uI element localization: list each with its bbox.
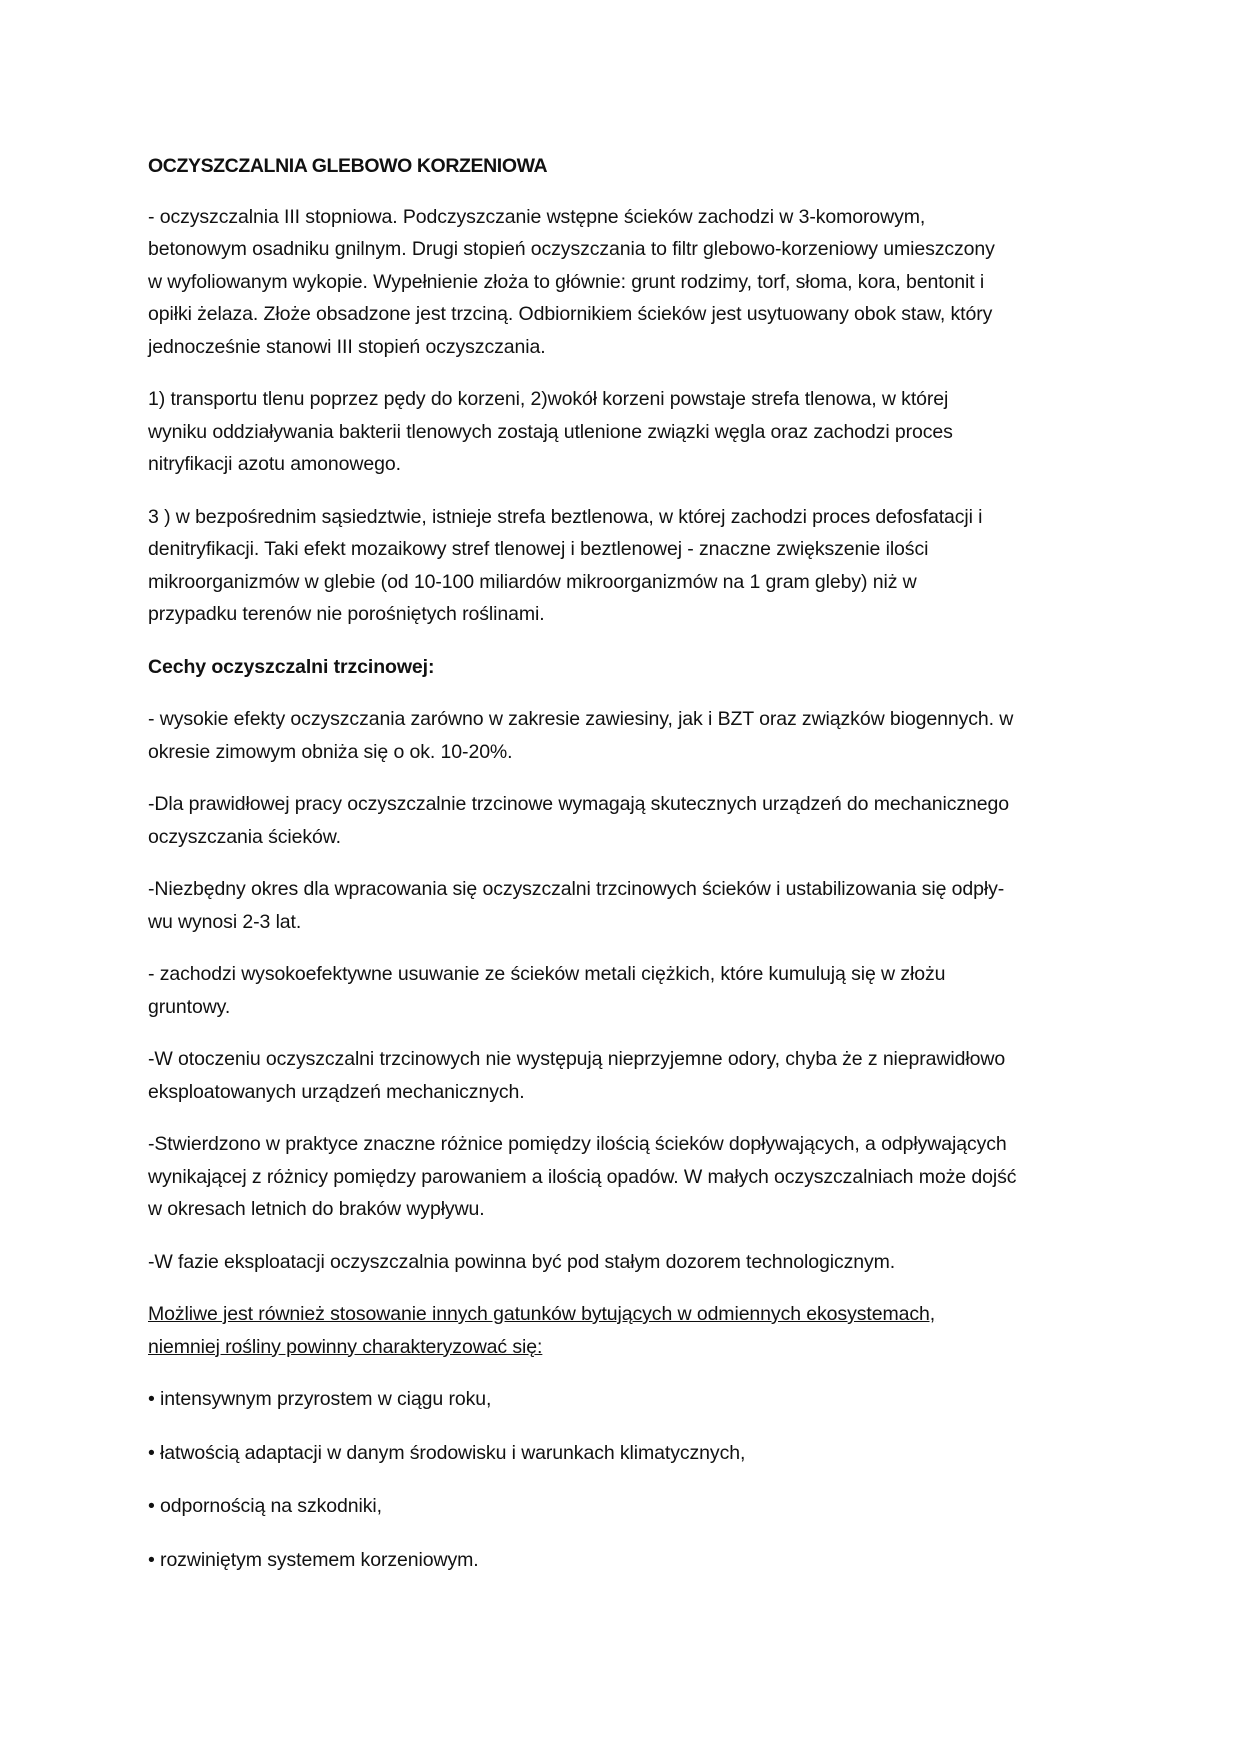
plants-intro: Możliwe jest również stosowanie innych gatunków bytujących w odmiennych ekosystemach, niemniej rośliny powinny charakteryzować się: xyxy=(148,1303,936,1358)
feature-item: -Stwierdzono w praktyce znaczne różnice pomiędzy ilością ścieków dopływających, a odpływających wynikającej z różnicy pomiędzy parowaniem a ilością opadów. W małych oczyszczalniach może dojść w okresach letnich do braków wypływu. xyxy=(148,1133,1017,1220)
feature-item: -W fazie eksploatacji oczyszczalnia powinna być pod stałym dozorem technologicznym. xyxy=(148,1250,896,1273)
feature-item: -Niezbędny okres dla wpracowania się oczyszczalni trzcinowych ścieków i ustabilizowania się odpły- wu wynosi 2-3 lat. xyxy=(148,878,1005,933)
feature-item: -W otoczeniu oczyszczalni trzcinowych nie występują nieprzyjemne odory, chyba że z nieprawidłowo eksploatowanych urządzeń mechanicznych. xyxy=(148,1048,1006,1103)
feature-item: - wysokie efekty oczyszczania zarówno w zakresie zawiesiny, jak i BZT oraz związków biogennych. w okresie zimowym obniża się o ok. 10-20%. xyxy=(148,708,1014,763)
paragraph-oxygen-zone: 1) transportu tlenu poprzez pędy do korzeni, 2)wokół korzeni powstaje strefa tlenowa, w której wyniku oddziaływania bakterii tlenowych zostają utlenione związki węgla oraz zachodzi proces nitryfikacji azotu amonowego. xyxy=(148,388,953,475)
plant-trait-item: • łatwością adaptacji w danym środowisku i warunkach klimatycznych, xyxy=(148,1441,746,1464)
feature-item: - zachodzi wysokoefektywne usuwanie ze ścieków metali ciężkich, które kumulują się w złożu gruntowy. xyxy=(148,963,946,1018)
paragraph-anaerobic-zone: 3 ) w bezpośrednim sąsiedztwie, istnieje strefa beztlenowa, w której zachodzi proces defosfatacji i denitryfikacji. Taki efekt mozaikowy stref tlenowej i beztlenowej - znaczne zwiększenie ilości mikroorganizmów w glebie (od 10-100 miliardów mikroorganizmów na 1 gram gleby) niż w przypadku terenów nie porośniętych roślinami. xyxy=(148,505,983,625)
plant-trait-item: • intensywnym przyrostem w ciągu roku, xyxy=(148,1388,492,1410)
plant-trait-item: • rozwiniętym systemem korzeniowym. xyxy=(148,1548,479,1571)
document-page xyxy=(148,150,1088,1597)
paragraph-overview: - oczyszczalnia III stopniowa. Podczyszczanie wstępne ścieków zachodzi w 3-komorowym, betonowym osadniku gnilnym. Drugi stopień oczyszczania to filtr glebowo-korzeniowy umieszczony w wyfoliowanym wykopie. Wypełnienie złoża to głównie: grunt rodzimy, torf, słoma, kora, bentonit i opiłki żelaza. Złoże obsadzone jest trzciną. Odbiornikiem ścieków jest usytuowany obok staw, który jednocześnie stanowi III stopień oczyszczania. xyxy=(148,205,995,358)
plant-trait-item: • odpornością na szkodniki, xyxy=(148,1495,382,1517)
document-title: OCZYSZCZALNIA GLEBOWO KORZENIOWA xyxy=(148,155,548,177)
features-heading: Cechy oczyszczalni trzcinowej: xyxy=(148,655,435,678)
feature-item: -Dla prawidłowej pracy oczyszczalnie trzcinowe wymagają skutecznych urządzeń do mechanicznego oczyszczania ścieków. xyxy=(148,793,1010,848)
